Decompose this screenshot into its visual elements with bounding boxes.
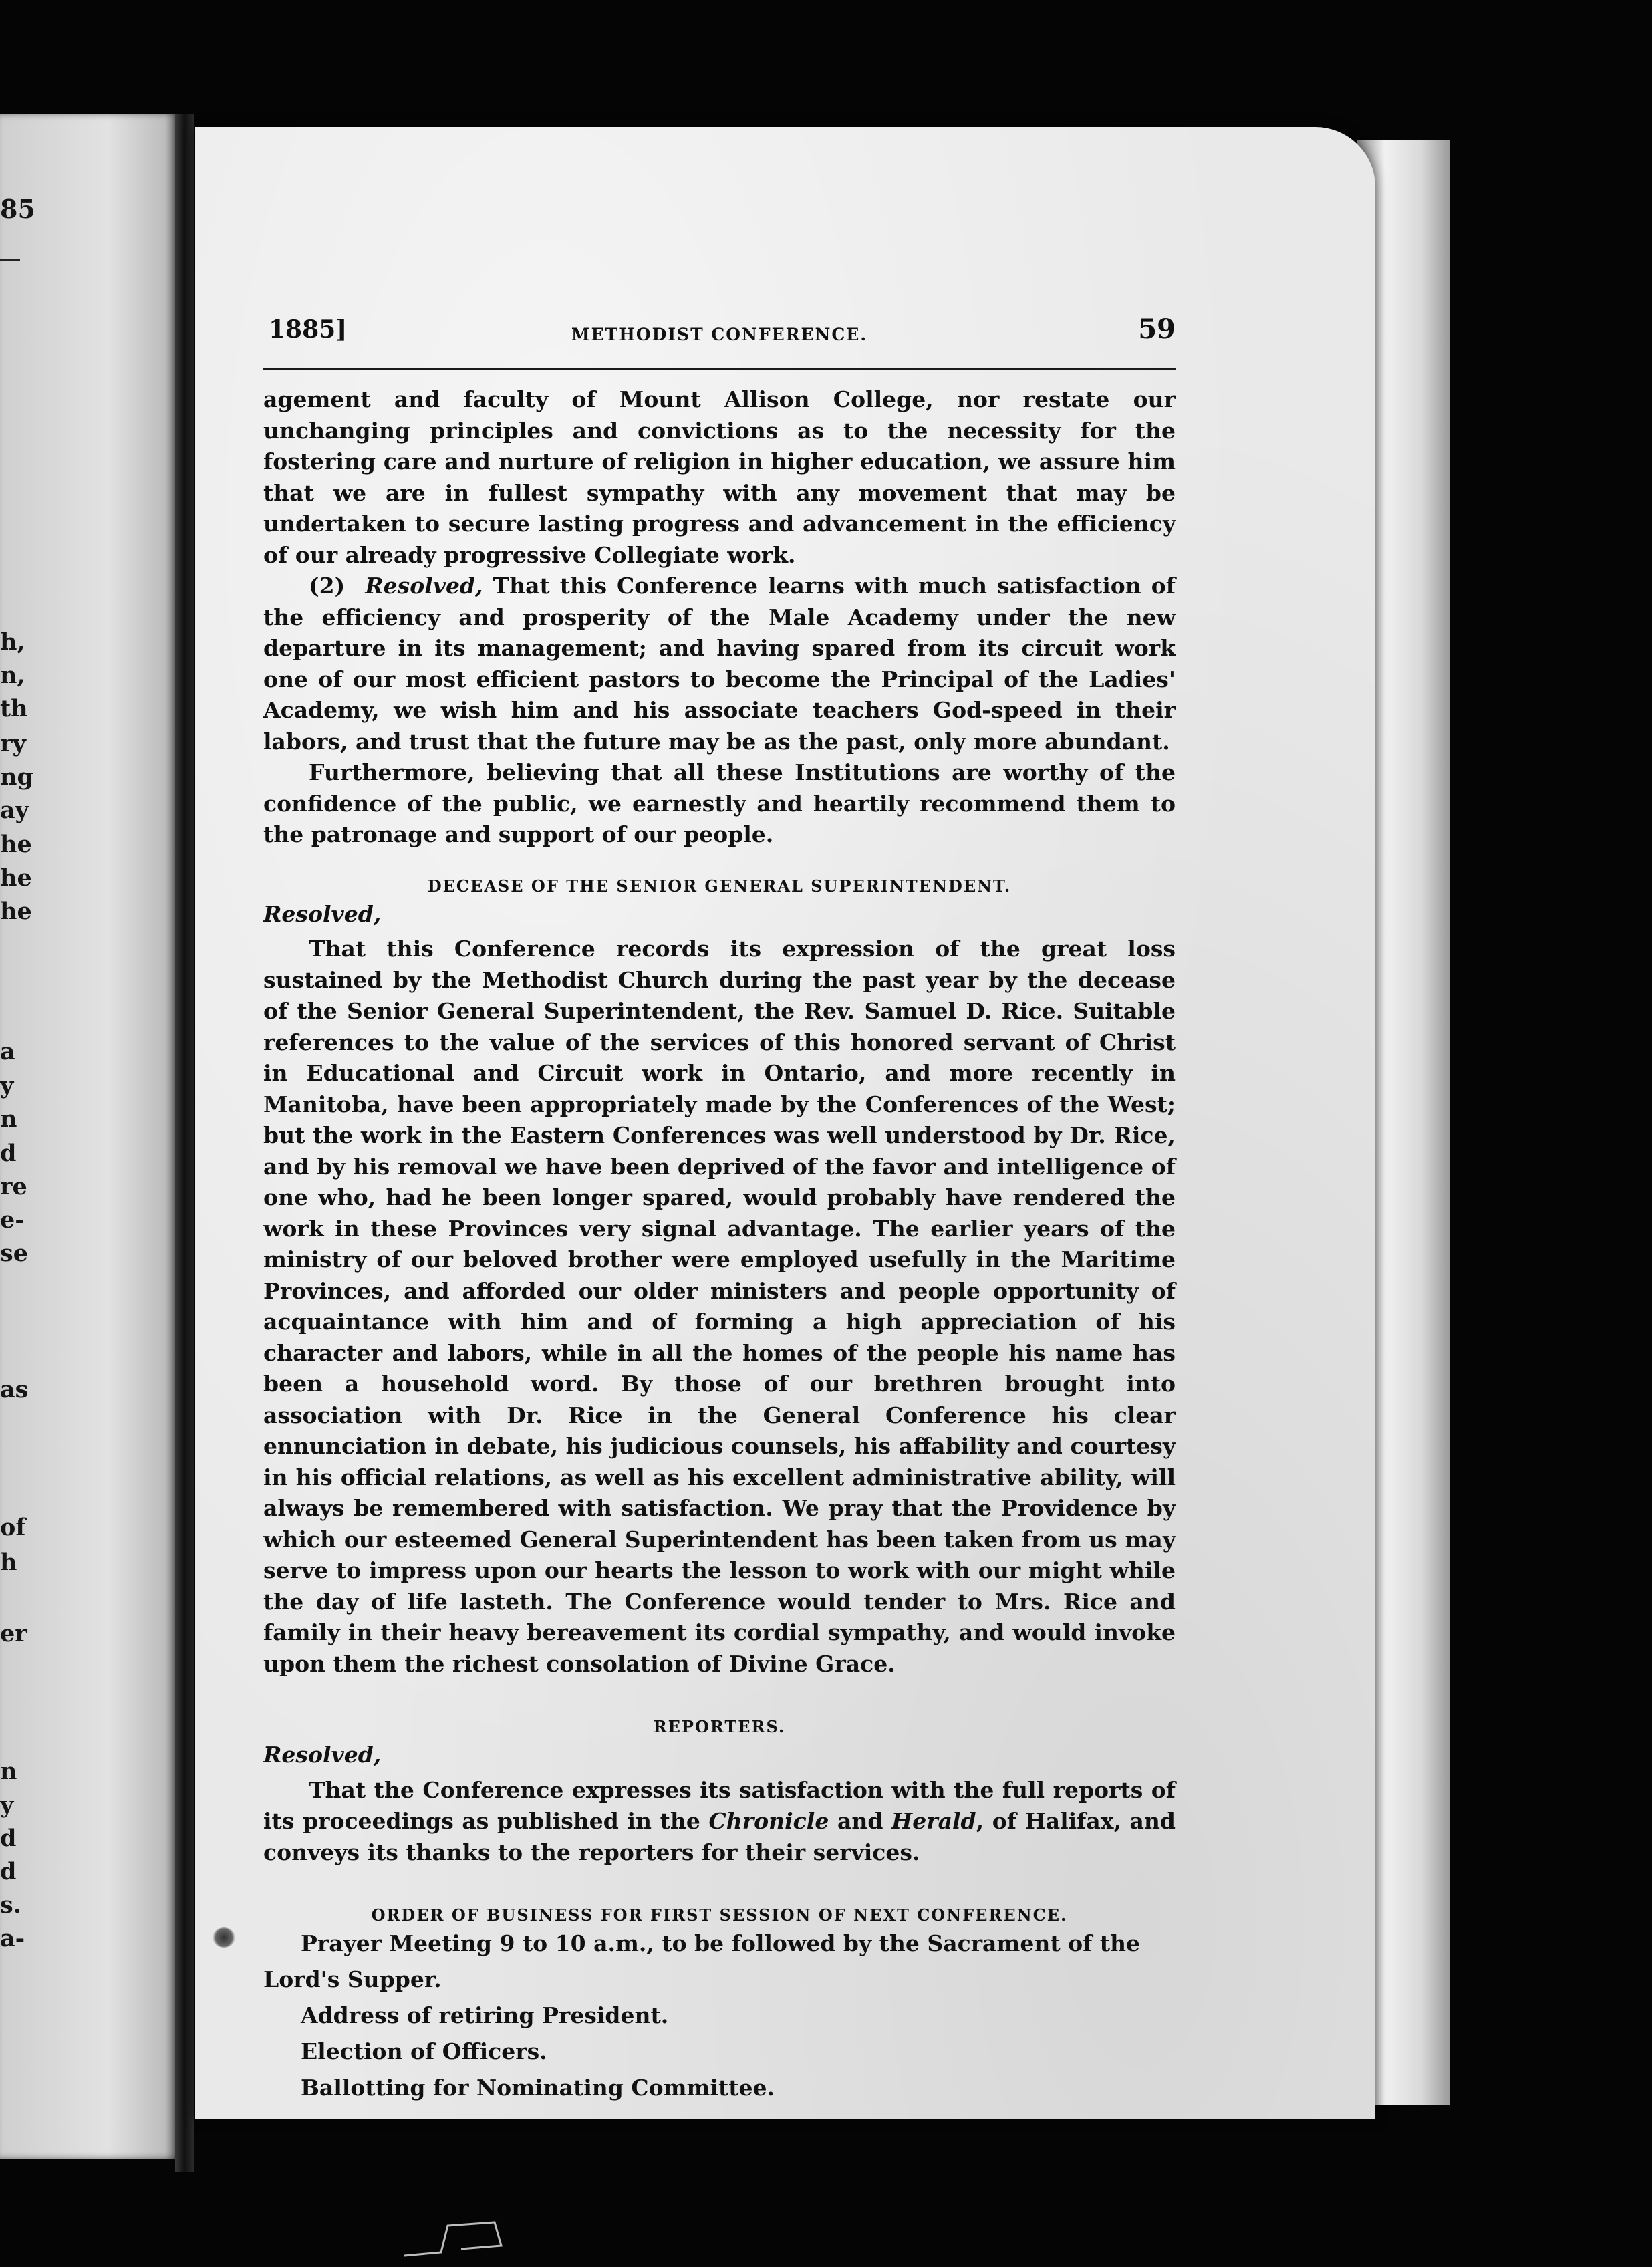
reporters-text-part: and <box>829 1808 892 1834</box>
left-line-fragment: h, <box>0 628 25 656</box>
left-line-fragment: h <box>0 1549 17 1576</box>
left-line-fragment: as <box>0 1376 29 1404</box>
resolution-number: (2) <box>309 573 346 599</box>
order-section-title: ORDER OF BUSINESS FOR FIRST SESSION OF NEXT CONFERENCE. <box>371 1905 1068 1925</box>
page-content <box>263 314 1176 2106</box>
left-line-fragment: d <box>0 1858 17 1885</box>
decease-resolved-label: Resolved, <box>263 900 382 927</box>
left-line-fragment: y <box>0 1791 14 1819</box>
book-gutter <box>175 114 194 2172</box>
left-line-fragment: re <box>0 1173 27 1200</box>
left-line-fragment: s. <box>0 1891 21 1919</box>
left-line-fragment: he <box>0 831 32 858</box>
left-line-fragment: er <box>0 1620 27 1647</box>
reporters-section-title: REPORTERS. <box>653 1717 786 1736</box>
left-line-fragment: d <box>0 1140 17 1167</box>
left-line-fragment: of <box>0 1514 26 1541</box>
ink-stain <box>213 1927 235 1948</box>
left-line-fragment: ay <box>0 797 29 824</box>
reporters-paragraph <box>263 1775 1176 1869</box>
reporters-resolved-label: Resolved, <box>263 1742 382 1768</box>
left-line-fragment: he <box>0 898 32 925</box>
running-head-year: 1885] <box>269 315 348 344</box>
previous-page-rule <box>0 259 20 261</box>
previous-page-header-fragment: 85 <box>0 194 35 224</box>
herald-title: Herald <box>891 1808 976 1834</box>
order-item: Election of Officers. <box>301 2038 547 2064</box>
paper-clip-icon <box>401 2219 515 2259</box>
running-head <box>263 314 1176 354</box>
left-line-fragment: he <box>0 864 32 892</box>
running-head-title: METHODIST CONFERENCE. <box>571 325 868 344</box>
resolution-label: Resolved, <box>365 573 483 599</box>
left-line-fragment: ry <box>0 730 26 757</box>
left-line-fragment: n <box>0 1758 17 1785</box>
spacer <box>263 1868 1176 1880</box>
left-line-fragment: n <box>0 1105 17 1133</box>
left-line-fragment: se <box>0 1240 28 1267</box>
left-line-fragment: ng <box>0 763 33 791</box>
resolution-text: That this Conference learns with much satisfaction of the efficiency and prosperity of the Male Academy under the new departure in its management; and having spared from its circuit work one of our most efficient pastors to become the Principal of the Ladies' Academy, we wish him and his associate teachers God-speed in their labors, and trust that the future may be as the past, only more abundant. <box>263 573 1176 755</box>
order-item: Prayer Meeting 9 to 10 a.m., to be followed by the Sacrament of the Lord's Supper. <box>263 1930 1140 1992</box>
spacer <box>263 1680 1176 1692</box>
left-line-fragment: d <box>0 1825 17 1852</box>
page-number: 59 <box>1138 313 1176 345</box>
reporters-text-part: That the Conference expresses its satisfaction with the full reports of its proceedings as published in the <box>263 1776 1176 1834</box>
reporters-text-part: , of Halifax, and conveys its thanks to the reporters for their services. <box>263 1808 1176 1865</box>
left-line-fragment: e- <box>0 1206 25 1234</box>
order-of-business-list <box>263 1925 1176 2106</box>
left-line-fragment: a <box>0 1038 15 1065</box>
furthermore-paragraph: Furthermore, believing that all these Institutions are worthy of the confidence of the public, we earnestly and heartily recommend them to the patronage and support of our people. <box>263 759 1176 847</box>
resolution-2-paragraph <box>263 571 1176 757</box>
decease-paragraph: That this Conference records its expression of the great loss sustained by the Methodist Church during the past year by the decease of the Senior General Superintendent, the Rev. Samuel D. Rice. Suitable references to the value of the services of this honored servant of Christ in Educational and Circuit work in Ontario, and more recently in Manitoba, have been appropriately made by the Conferences of the West; but the work in the Eastern Conferences was well understood by Dr. Rice, and by his removal we have been deprived of the favor and intelligence of one who, had he been longer spared, would probably have rendered the work in these Provinces very signal advantage. The earlier years of the ministry of our beloved brother were employed usefully in the Maritime Provinces, and afforded our older ministers and people opportunity of acquaintance with him and of forming a high appreciation of his character and labors, while in all the homes of the people his name has been a household word. By those of our brethren brought into association with Dr. Rice in the General Conference his clear ennunciation in debate, his judicious counsels, his affability and courtesy in his official relations, as well as his excellent administrative ability, will always be remembered with satisfaction. We pray that the Providence by which our esteemed General Superintendent has been taken from us may serve to impress upon our hearts the lesson to work with our might while the day of life lasteth. The Conference would tender to Mrs. Rice and family in their heavy bereavement its cordial sympathy, and would invoke upon them the richest consolation of Divine Grace. <box>263 936 1176 1677</box>
opening-paragraph: agement and faculty of Mount Allison College, nor restate our unchanging principles and convictions as to the necessity for the fostering care and nurture of religion in higher education, we assure him that we are in fullest sympathy with any movement that may be undertaken to secure lasting progress and advancement in the efficiency of our already progressive Collegiate work. <box>263 386 1176 568</box>
left-line-fragment: n, <box>0 662 25 689</box>
left-line-fragment: y <box>0 1072 14 1099</box>
order-item: Ballotting for Nominating Committee. <box>301 2075 775 2101</box>
chronicle-title: Chronicle <box>708 1808 829 1834</box>
header-rule <box>263 368 1176 370</box>
decease-section-title: DECEASE OF THE SENIOR GENERAL SUPERINTENDENT. <box>427 876 1012 896</box>
left-line-fragment: th <box>0 695 28 722</box>
left-line-fragment: a- <box>0 1925 25 1952</box>
order-item: Address of retiring President. <box>301 2002 669 2028</box>
